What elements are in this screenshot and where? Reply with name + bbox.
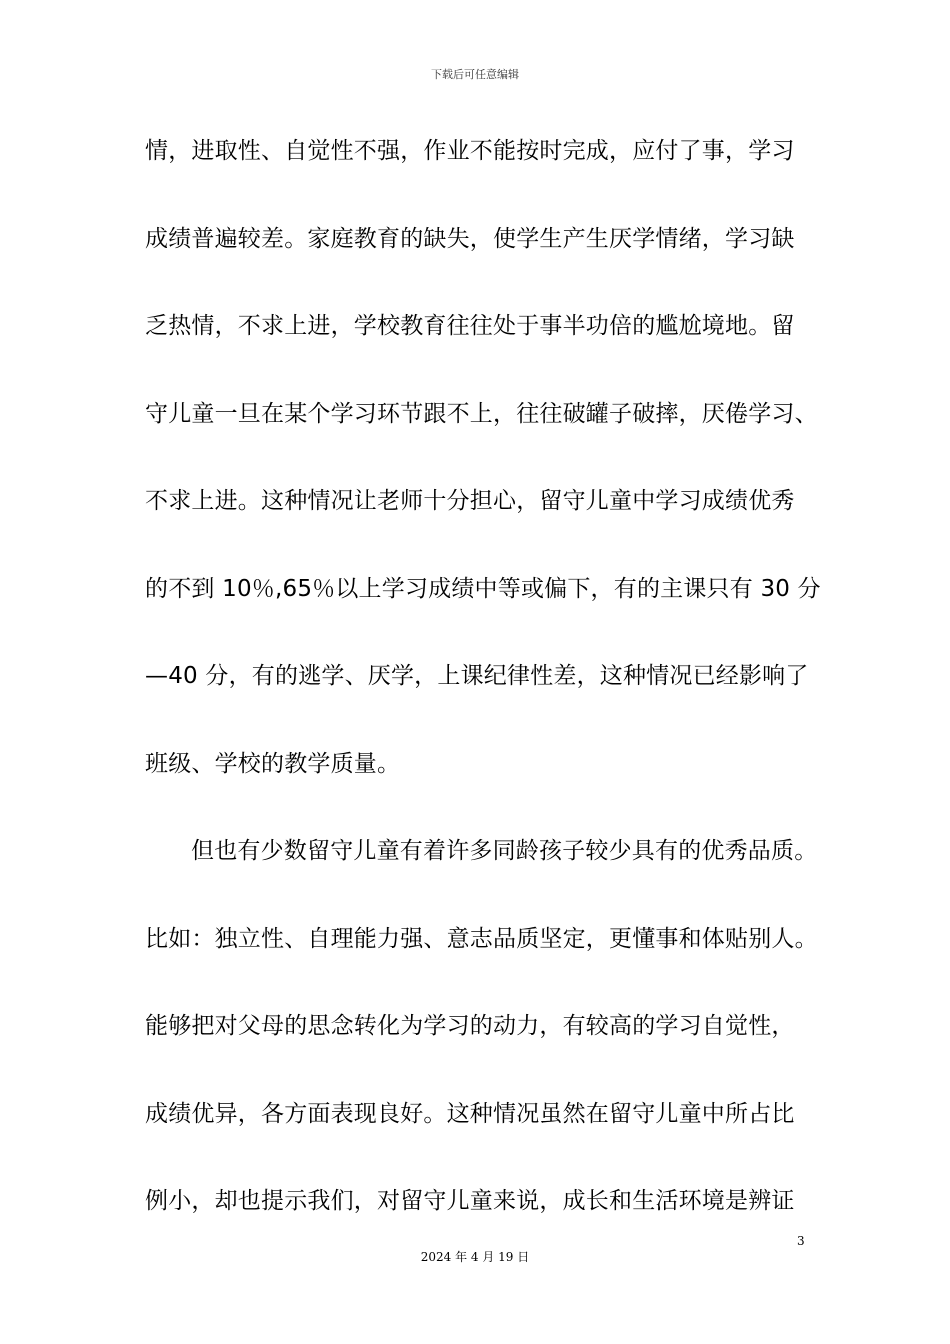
body-text: [145, 128, 821, 1266]
text-line-3: 乏热情，不求上进，学校教育往往处于事半功倍的尴尬境地。留: [145, 313, 795, 339]
text-line-5: 不求上进。这种情况让老师十分担心，留守儿童中学习成绩优秀: [145, 488, 795, 514]
text-line-4: 守儿童一旦在某个学习环节跟不上，往往破罐子破摔，厌倦学习、: [145, 400, 818, 427]
page-header: 下载后可任意编辑: [431, 68, 519, 81]
page-footer-date: 2024 年 4 月 19 日: [420, 1250, 530, 1264]
text-line-12: 成绩优异，各方面表现良好。这种情况虽然在留守儿童中所占比: [145, 1100, 795, 1127]
page-number: 3: [797, 1234, 805, 1248]
text-line-10: 比如：独立性、自理能力强、意志品质坚定，更懂事和体贴别人。: [145, 925, 818, 952]
text-line-11: 能够把对父母的思念转化为学习的动力，有较高的学习自觉性，: [145, 1013, 795, 1039]
text-line-6: 的不到 10％,65％以上学习成绩中等或偏下，有的主课只有 30 分: [145, 575, 821, 602]
text-line-8: 班级、学校的教学质量。: [145, 750, 401, 777]
text-line-7: —40 分，有的逃学、厌学，上课纪律性差，这种情况已经影响了: [145, 663, 809, 689]
text-line-13: 例小，却也提示我们，对留守儿童来说，成长和生活环境是辨证: [145, 1188, 795, 1214]
text-line-2: 成绩普遍较差。家庭教育的缺失，使学生产生厌学情绪，学习缺: [145, 225, 795, 252]
text-line-1: 情，进取性、自觉性不强，作业不能按时完成，应付了事，学习: [145, 138, 795, 164]
text-line-9-paragraph-start: 但也有少数留守儿童有着许多同龄孩子较少具有的优秀品质。: [191, 838, 818, 864]
